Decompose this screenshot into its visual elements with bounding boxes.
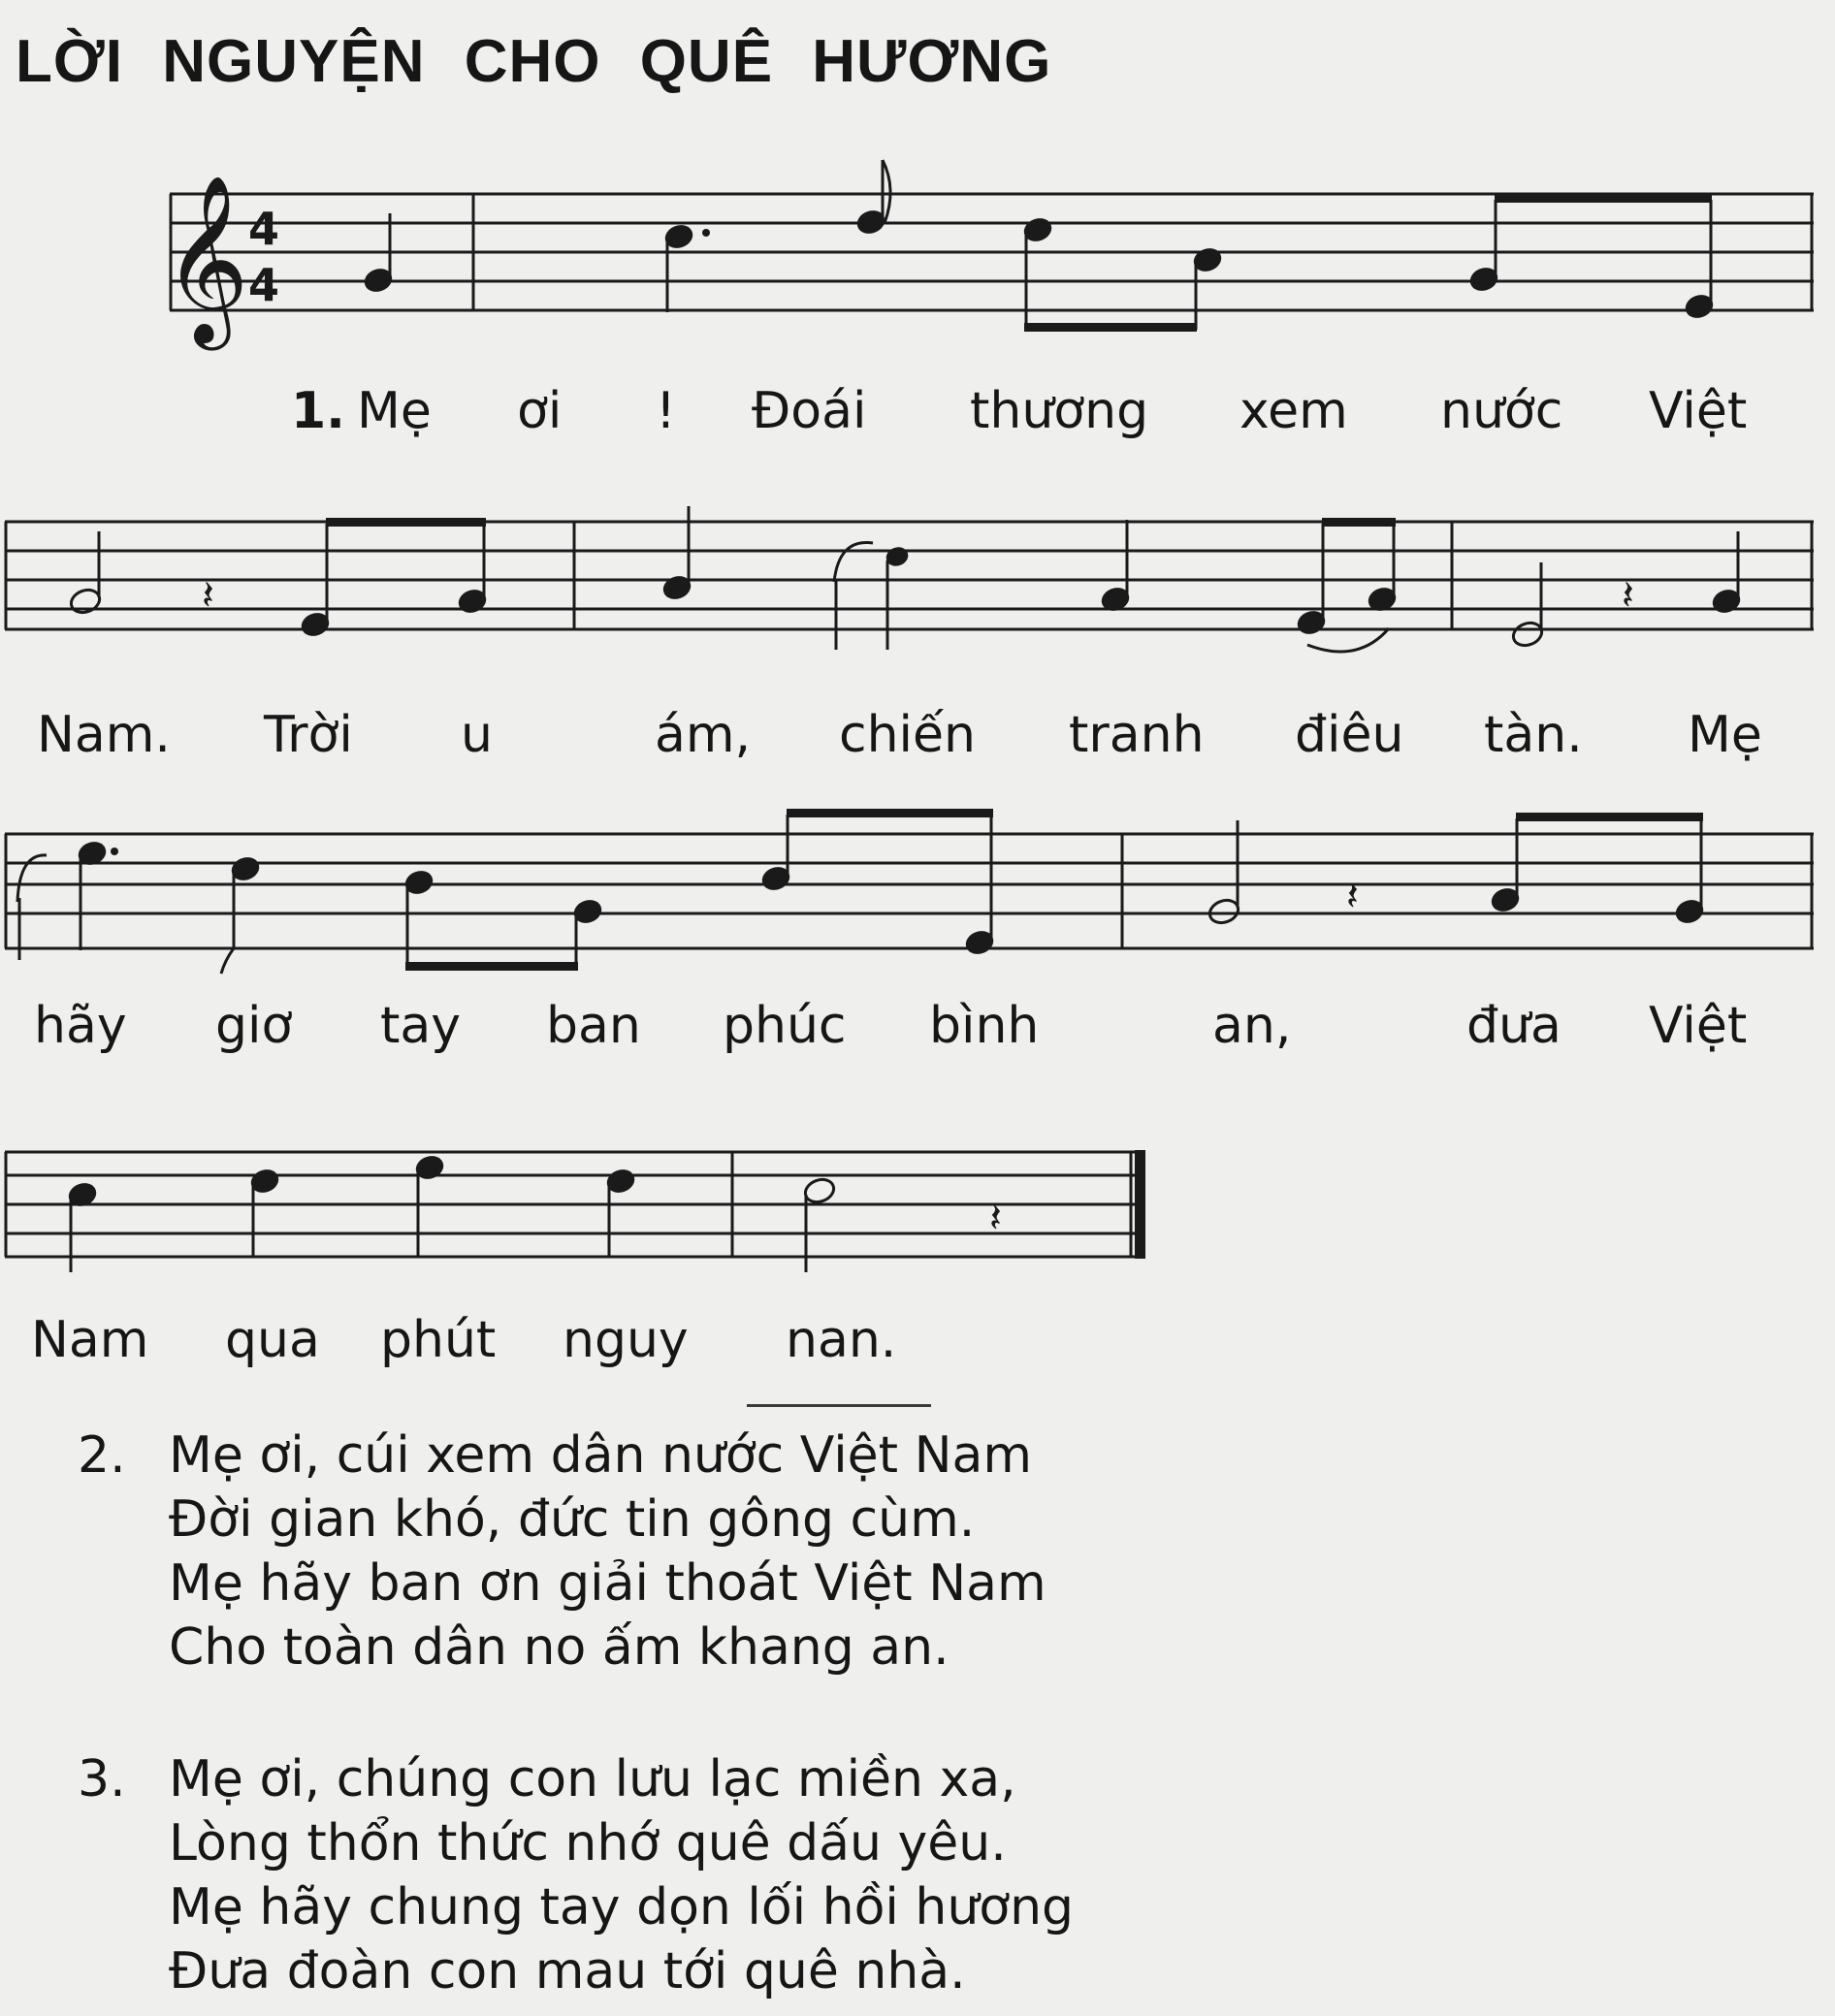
song-title: LỜI NGUYỆN CHO QUÊ HƯƠNG <box>16 28 1052 95</box>
verse-number: 3. <box>78 1750 126 1808</box>
staff-system-3 <box>0 805 1835 999</box>
section-divider <box>747 1404 931 1407</box>
verse-line: Mẹ hãy ban ơn giải thoát Việt Nam <box>169 1554 1046 1613</box>
lyric-word: ! <box>656 382 676 440</box>
lyric-word: thương <box>970 382 1149 440</box>
lyric-word: Nam <box>31 1311 149 1369</box>
verse-line: Đời gian khó, đức tin gông cùm. <box>169 1490 976 1549</box>
time-signature-top: 4 <box>247 203 280 255</box>
lyric-word: an, <box>1212 997 1292 1055</box>
verse-line: Cho toàn dân no ấm khang an. <box>169 1618 950 1677</box>
lyric-word: tàn. <box>1484 706 1583 764</box>
verse-number: 2. <box>78 1426 126 1485</box>
lyric-word: Mẹ <box>1688 706 1762 764</box>
lyric-word: ơi <box>517 382 563 440</box>
quarter-rest-icon: 𝄽 <box>989 1194 1002 1241</box>
verse-line: Mẹ hãy chung tay dọn lối hồi hương <box>169 1878 1075 1936</box>
lyric-word: phút <box>380 1311 497 1369</box>
lyric-word: nước <box>1440 382 1563 440</box>
time-signature-bottom: 4 <box>247 259 280 311</box>
lyric-word: ban <box>546 997 641 1055</box>
staff-system-1 <box>0 165 1835 359</box>
lyric-word: Việt <box>1649 997 1748 1055</box>
verse-line: Mẹ ơi, cúi xem dân nước Việt Nam <box>169 1426 1032 1485</box>
lyric-word: Mẹ <box>357 382 432 440</box>
lyric-word: ám, <box>655 706 752 764</box>
verse-line: Mẹ ơi, chúng con lưu lạc miền xa, <box>169 1750 1016 1808</box>
lyric-word: Nam. <box>37 706 171 764</box>
lyric-word: Việt <box>1649 382 1748 440</box>
staff-system-4 <box>0 1115 1835 1290</box>
lyric-word: đưa <box>1466 997 1561 1055</box>
final-barline <box>1135 1150 1145 1259</box>
lyric-word: bình <box>929 997 1040 1055</box>
treble-clef-icon: 𝄞 <box>163 175 249 343</box>
lyric-word: tay <box>380 997 462 1055</box>
lyric-word: tranh <box>1069 706 1205 764</box>
quarter-rest-icon: 𝄽 <box>1346 872 1359 919</box>
lyric-word: chiến <box>839 706 976 764</box>
verse-line: Đưa đoàn con mau tới quê nhà. <box>169 1942 966 2000</box>
verse-number: 1. <box>291 382 345 440</box>
quarter-rest-icon: 𝄽 <box>1622 571 1634 619</box>
dot <box>111 848 118 855</box>
quarter-rest-icon: 𝄽 <box>202 571 214 619</box>
lyric-word: giơ <box>215 997 293 1055</box>
lyric-word: hãy <box>34 997 127 1055</box>
lyric-word: u <box>461 706 493 764</box>
staff-system-2 <box>0 485 1835 679</box>
lyric-word: qua <box>225 1311 320 1369</box>
lyric-word: nan. <box>786 1311 897 1369</box>
lyric-word: Đoái <box>752 382 867 440</box>
lyric-word: Trời <box>264 706 353 764</box>
dot <box>702 229 710 237</box>
lyric-word: nguy <box>563 1311 689 1369</box>
lyric-word: xem <box>1239 382 1348 440</box>
lyric-word: phúc <box>723 997 847 1055</box>
verse-line: Lòng thổn thức nhớ quê dấu yêu. <box>169 1814 1007 1872</box>
grace-note <box>885 546 909 567</box>
lyric-word: điêu <box>1295 706 1404 764</box>
